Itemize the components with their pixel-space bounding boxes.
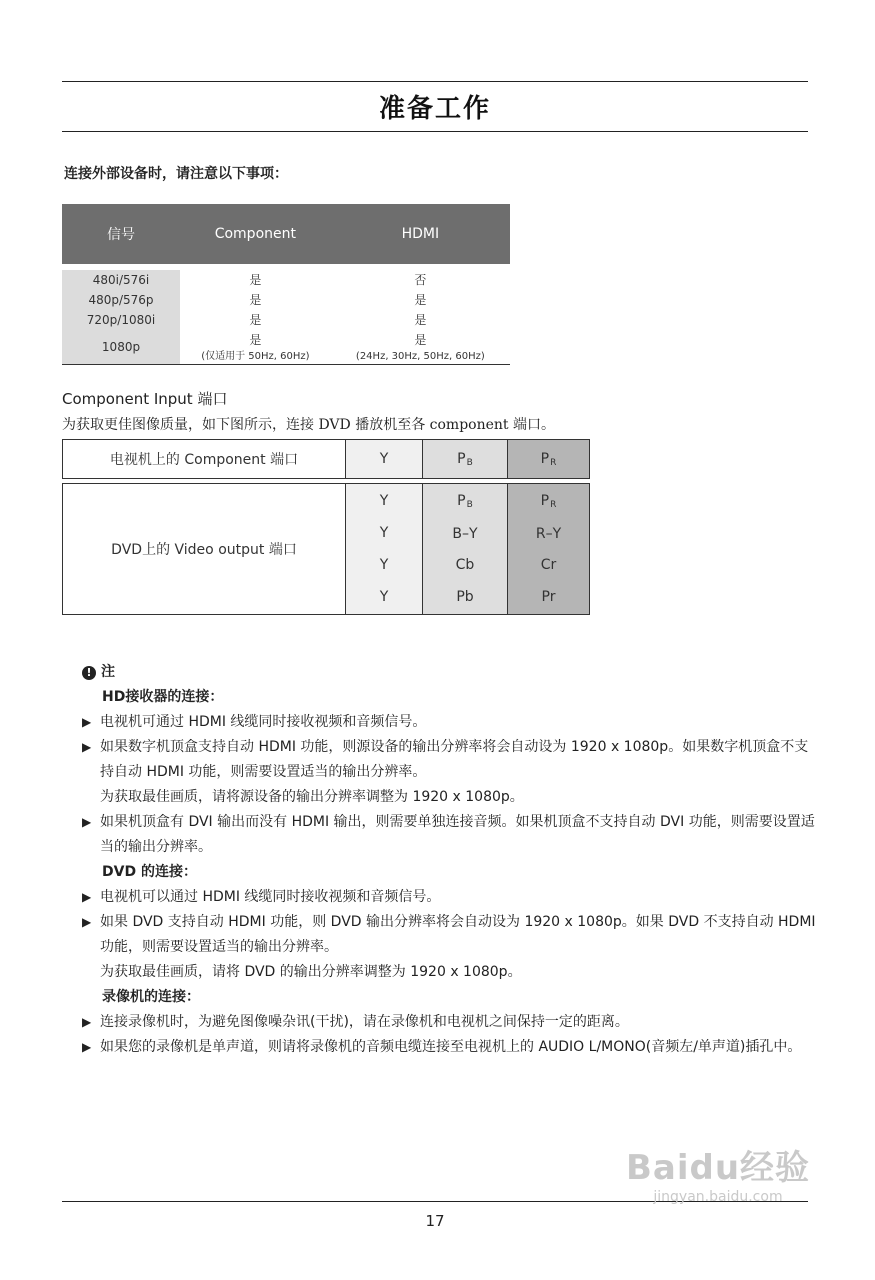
- intro-text: 连接外部设备时，请注意以下事项：: [64, 166, 288, 182]
- table-row: [62, 270, 510, 290]
- tv-component-row: [63, 440, 590, 479]
- bullet-arrow-icon: ▶: [82, 740, 92, 754]
- bullet-arrow-icon: ▶: [82, 890, 92, 904]
- dvd-pb-value: Cb: [455, 557, 475, 574]
- dvd-pr-value: $P_R$: [540, 493, 557, 510]
- list-item: ▶ 如果 DVD 支持自动 HDMI 功能，则 DVD 输出分辨率将会自动设为 1920 x 1080p。如果 DVD 不支持自动 HDMI 功能，则需要设置适当的输出分辨率。: [82, 910, 818, 960]
- dvd-y-value: Y: [379, 557, 389, 573]
- watermark-url: jingyan.baidu.com: [653, 1189, 783, 1205]
- page-number: 17: [425, 1212, 445, 1230]
- hdmi-cell: [331, 330, 510, 365]
- signal-cell: 1080p: [62, 330, 180, 365]
- hdmi-value: 是: [414, 333, 427, 347]
- table-row: [62, 290, 510, 310]
- signal-cell: 720p/1080i: [62, 310, 180, 330]
- dvd-pb-cell: [423, 484, 508, 615]
- component-section-description: 为获取更佳图像质量，如下图所示，连接 DVD 播放机至各 component 端口。: [62, 417, 555, 433]
- dvd-pr-value: Pr: [541, 588, 556, 605]
- component-cell: [180, 330, 331, 365]
- signal-cell: 480i/576i: [62, 270, 180, 290]
- tv-y-cell: Y: [346, 440, 423, 479]
- list-item: ▶ 如果您的录像机是单声道，则请将录像机的音频电缆连接至电视机上的 AUDIO L/MONO(音频左/单声道)插孔中。: [82, 1035, 818, 1060]
- top-rule: [62, 81, 808, 82]
- notes-section: [82, 660, 818, 1060]
- baidu-watermark: [618, 1140, 818, 1205]
- notes-title: 注: [101, 664, 115, 680]
- component-cell: 是: [249, 293, 262, 307]
- dvd-port-label: DVD上的 Video output 端口: [63, 484, 346, 615]
- tv-pb-main: P: [457, 450, 466, 467]
- list-item: ▶ 如果机顶盒有 DVI 输出而没有 HDMI 输出，则需要单独连接音频。如果机顶盒不支持自动 DVI 功能，则需要设置适当的输出分辨率。: [82, 810, 818, 860]
- hd-extra-line: 为获取最佳画质，请将源设备的输出分辨率调整为 1920 x 1080p。: [100, 789, 524, 805]
- hdmi-note: (24Hz, 30Hz, 50Hz, 60Hz): [355, 351, 485, 362]
- table-row: [62, 310, 510, 330]
- list-item: ▶ 如果数字机顶盒支持自动 HDMI 功能，则源设备的输出分辨率将会自动设为 1920 x 1080p。如果数字机顶盒不支持自动 HDMI 功能，则需要设置适当的输出分辨率。: [82, 735, 818, 785]
- tv-pr-cell: [508, 440, 590, 479]
- dvd-extra-line: 为获取最佳画质，请将 DVD 的输出分辨率调整为 1920 x 1080p。: [100, 964, 522, 980]
- hdmi-cell: 是: [414, 313, 427, 327]
- hd-receiver-heading: HD接收器的连接：: [102, 689, 224, 705]
- title-underline: [62, 131, 808, 132]
- signal-cell: 480p/576p: [62, 290, 180, 310]
- list-item: ▶ 电视机可通过 HDMI 线缆同时接收视频和音频信号。: [82, 710, 818, 735]
- watermark-logo: Baidu经验: [625, 1148, 811, 1188]
- notes-header: [82, 660, 818, 685]
- dvd-pr-cell: [508, 484, 590, 615]
- dvd-output-table: [62, 483, 590, 615]
- header-signal: 信号: [62, 204, 180, 264]
- dvd-pr-value: R–Y: [535, 525, 562, 542]
- exclamation-icon: !: [82, 666, 96, 680]
- component-cell: 是: [249, 313, 262, 327]
- dvd-y-value: Y: [379, 493, 389, 509]
- signal-table: [62, 204, 510, 365]
- tv-pr-sub: R: [550, 457, 557, 468]
- hdmi-cell: 是: [414, 293, 427, 307]
- tv-pb-sub: B: [466, 457, 473, 468]
- dvd-pb-value: Pb: [456, 588, 474, 605]
- dvd-y-cell: [346, 484, 423, 615]
- page-title: 准备工作: [378, 94, 491, 124]
- bullet-arrow-icon: ▶: [82, 815, 92, 829]
- tv-pb-cell: [423, 440, 508, 479]
- hdmi-cell: 否: [414, 273, 427, 287]
- dvd-y-value: Y: [379, 525, 389, 541]
- tv-component-table: [62, 439, 590, 479]
- component-value: 是: [249, 333, 262, 347]
- dvd-pb-value: $P_B$: [457, 493, 473, 510]
- tv-pr-main: P: [540, 450, 550, 467]
- dvd-y-value: Y: [379, 589, 389, 605]
- table-row: [62, 330, 510, 365]
- dvd-heading: DVD 的连接：: [102, 864, 197, 880]
- dvd-output-row: [63, 484, 590, 615]
- header-component: Component: [180, 204, 331, 264]
- component-section-title: Component Input 端口: [62, 390, 228, 408]
- bullet-arrow-icon: ▶: [82, 915, 92, 929]
- list-item: ▶ 连接录像机时，为避免图像噪杂讯(干扰)，请在录像机和电视机之间保持一定的距离。: [82, 1010, 818, 1035]
- bullet-arrow-icon: ▶: [82, 1040, 92, 1054]
- tv-port-label: 电视机上的 Component 端口: [63, 440, 346, 479]
- signal-table-header: [62, 204, 510, 264]
- component-cell: 是: [249, 273, 262, 287]
- bullet-arrow-icon: ▶: [82, 1015, 92, 1029]
- header-hdmi: HDMI: [331, 204, 510, 264]
- dvd-pb-value: B–Y: [452, 525, 478, 542]
- component-note: (仅适用于 50Hz, 60Hz): [201, 351, 310, 362]
- dvd-pr-value: Cr: [540, 557, 557, 574]
- vcr-heading: 录像机的连接：: [102, 989, 200, 1005]
- list-item: ▶ 电视机可以通过 HDMI 线缆同时接收视频和音频信号。: [82, 885, 818, 910]
- bullet-arrow-icon: ▶: [82, 715, 92, 729]
